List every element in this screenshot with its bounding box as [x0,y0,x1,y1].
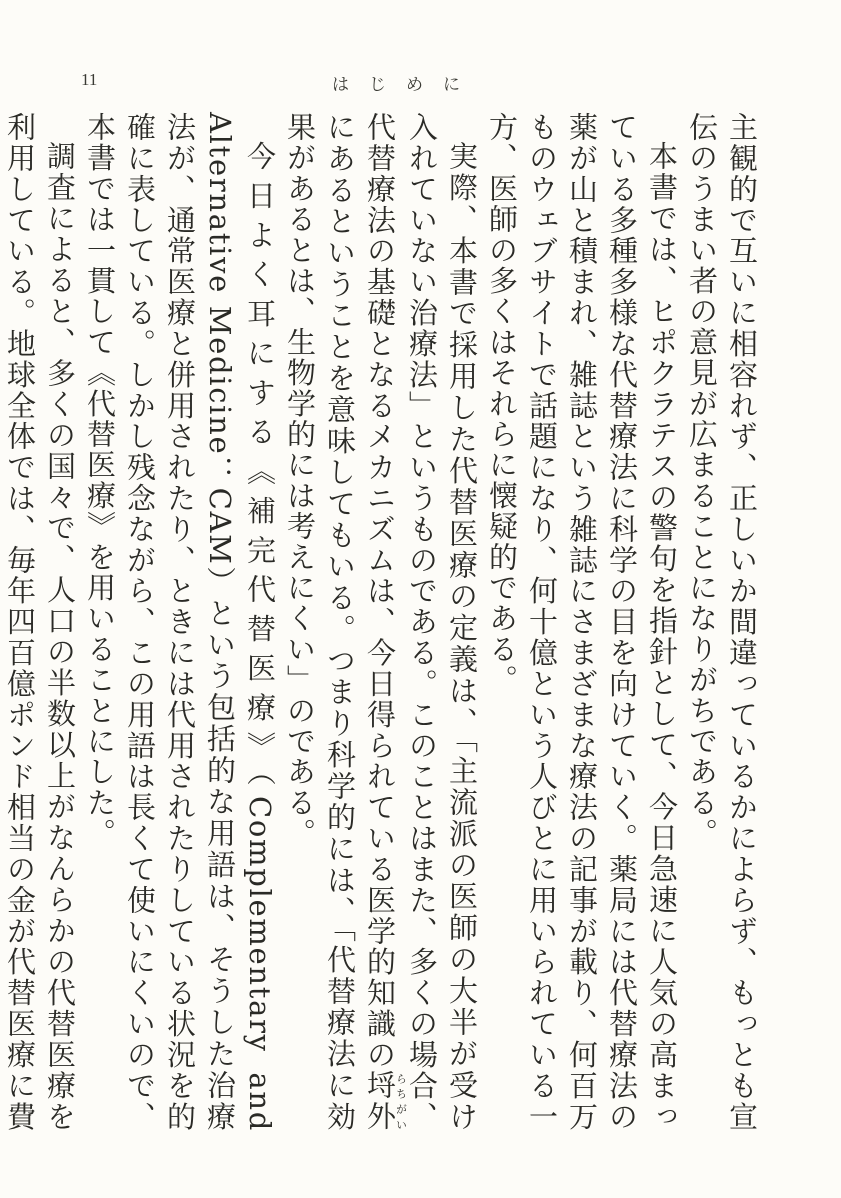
paragraph-4: 今日よく耳にする《補完代替医療》（Complementary and Alternative Medicine：CAM）という包括的な用語は、そうした治療法が、通常医療と併用されたり、ときには代用されたりしている状況を的確に表している。しかし残念ながら、この用語は長くて使いにくいので、本書では一貫して《代替医療》を用いることにした。 [83,112,277,1132]
running-head: はじめに [332,75,480,95]
paragraph-3-part-b: にあるということを意味してもいる。つまり科学的には、「代替療法に効果があるとは、生物学的には考えにくい」のである。 [283,112,357,1132]
page-number: 11 [81,70,98,89]
ruby-rachigai [363,1070,408,1133]
ruby-reading: らちがい [394,1070,408,1133]
paragraph-3-part-a: 実際、本書で採用した代替医療の定義は、「主流派の医師の大半が受け入れていない治療法」というものである。このことはまた、多くの場合、代替療法の基礎となるメカニズムは、今日得られている医学的知識の [363,112,479,1132]
paragraph-2: 本書では、ヒポクラテスの警句を指針として、今日急速に人気の高まっている多種多様な代替療法に科学の目を向けていく。薬局には代替療法の薬が山と積まれ、雑誌という雑誌にさまざまな療法の記事が載り、何百万ものウェブサイトで話題になり、何十億という人びとに用いられている一方、医師の多くはそれらに懐疑的である。 [485,112,679,1132]
paragraph-3 [280,112,482,1132]
paragraph-5: 調査によると、多くの国々で、人口の半数以上がなんらかの代替医療を利用している。地球全体では、毎年四百億ポンド相当の金が代替医療に費 [3,112,77,1132]
paragraph-1: 主観的で互いに相容れず、正しいか間違っているかによらず、もっとも宣伝のうまい者の意見が広まることになりがちである。 [685,112,759,1132]
ruby-base: 埒外 [363,1070,397,1133]
body-text [3,112,762,1133]
